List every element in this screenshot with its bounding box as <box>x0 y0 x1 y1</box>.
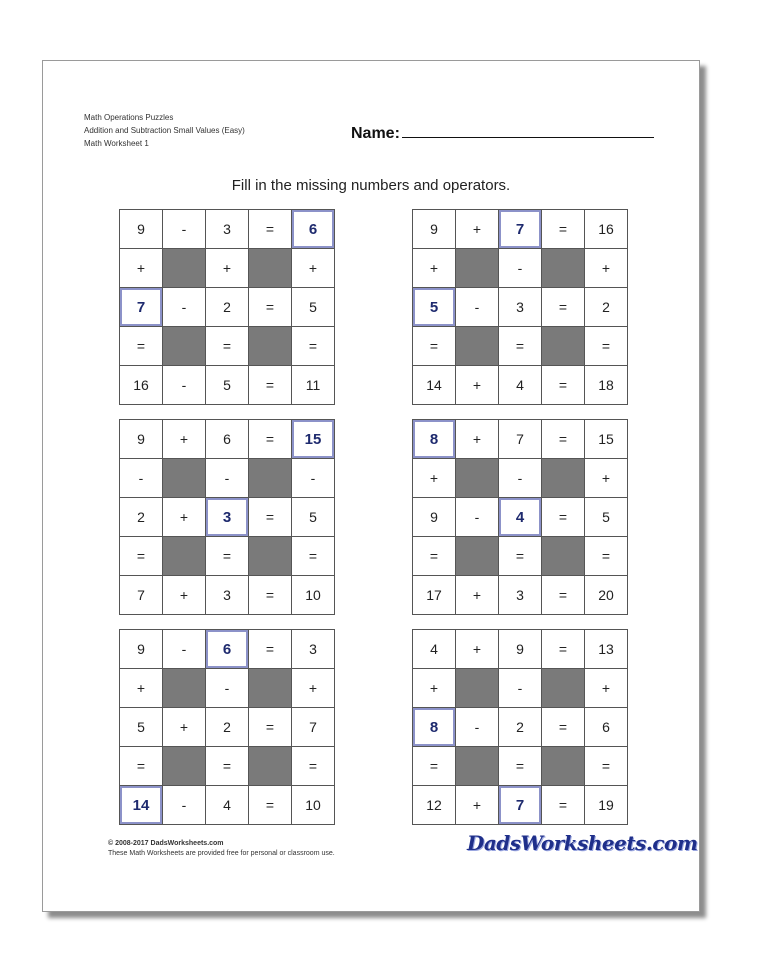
puzzle-cell: 5 <box>292 288 335 327</box>
puzzle-cell: - <box>206 459 249 498</box>
puzzle-cell: 15 <box>585 420 628 459</box>
puzzle-cell: = <box>249 576 292 615</box>
site-logo: DadsWorksheets.com <box>467 831 698 855</box>
puzzle-cell: + <box>163 498 206 537</box>
answer-cell: 7 <box>499 786 542 825</box>
puzzle-cell: 4 <box>413 630 456 669</box>
puzzle-cell: = <box>542 366 585 405</box>
puzzle-cell: = <box>206 747 249 786</box>
puzzle-row <box>413 630 628 669</box>
puzzle-cell: = <box>249 630 292 669</box>
puzzle-row <box>120 786 335 825</box>
puzzle-cell: + <box>585 669 628 708</box>
puzzle-row <box>120 327 335 366</box>
answer-cell: 8 <box>413 420 456 459</box>
answer-cell: 7 <box>499 210 542 249</box>
puzzle-cell: + <box>456 786 499 825</box>
header-title: Math Operations Puzzles <box>84 113 174 122</box>
shaded-cell <box>249 249 292 288</box>
puzzle-cell: + <box>163 420 206 459</box>
puzzle-cell: = <box>499 327 542 366</box>
instructions: Fill in the missing numbers and operators. <box>231 177 511 194</box>
puzzle-row <box>120 249 335 288</box>
puzzle-cell: - <box>456 498 499 537</box>
header-worksheet-number: Math Worksheet 1 <box>84 139 149 148</box>
puzzle-cell: 2 <box>120 498 163 537</box>
puzzle-row <box>413 708 628 747</box>
shaded-cell <box>249 459 292 498</box>
puzzle-cell: - <box>120 459 163 498</box>
answer-cell: 8 <box>413 708 456 747</box>
puzzle-cell: 16 <box>120 366 163 405</box>
puzzle-cell: + <box>163 708 206 747</box>
puzzle-row <box>120 210 335 249</box>
puzzle-cell: = <box>120 747 163 786</box>
puzzle-row <box>413 576 628 615</box>
puzzle-cell: + <box>206 249 249 288</box>
puzzle-cell: 9 <box>120 210 163 249</box>
puzzle-cell: + <box>413 669 456 708</box>
answer-cell: 14 <box>120 786 163 825</box>
answer-cell: 6 <box>206 630 249 669</box>
puzzle-cell: 13 <box>585 630 628 669</box>
puzzle-cell: 17 <box>413 576 456 615</box>
puzzle-cell: = <box>292 327 335 366</box>
puzzle-cell: + <box>413 249 456 288</box>
puzzle-cell: + <box>456 576 499 615</box>
shaded-cell <box>249 327 292 366</box>
puzzle-grid <box>119 419 335 615</box>
puzzle-cell: 4 <box>499 366 542 405</box>
shaded-cell <box>163 669 206 708</box>
puzzle-grid <box>119 209 335 405</box>
puzzle-cell: = <box>542 498 585 537</box>
puzzle-cell: - <box>292 459 335 498</box>
puzzle-cell: - <box>499 669 542 708</box>
puzzle-row <box>120 288 335 327</box>
puzzle-row <box>413 459 628 498</box>
answer-cell: 15 <box>292 420 335 459</box>
puzzle-cell: 9 <box>120 420 163 459</box>
puzzle-cell: 9 <box>413 498 456 537</box>
shaded-cell <box>456 537 499 576</box>
shaded-cell <box>456 747 499 786</box>
puzzle-cell: 7 <box>499 420 542 459</box>
puzzle-cell: + <box>456 210 499 249</box>
puzzle-cell: = <box>249 708 292 747</box>
puzzle-row <box>413 420 628 459</box>
shaded-cell <box>163 537 206 576</box>
puzzle-cell: = <box>249 498 292 537</box>
shaded-cell <box>249 669 292 708</box>
puzzle-cell: = <box>249 288 292 327</box>
puzzle-cell: 20 <box>585 576 628 615</box>
puzzle-cell: 9 <box>413 210 456 249</box>
puzzle-cell: 2 <box>585 288 628 327</box>
puzzle-row <box>413 366 628 405</box>
puzzle-cell: 5 <box>585 498 628 537</box>
puzzle-row <box>120 708 335 747</box>
puzzle-row <box>120 498 335 537</box>
shaded-cell <box>456 669 499 708</box>
puzzle-row <box>120 366 335 405</box>
puzzle-cell: 11 <box>292 366 335 405</box>
puzzle-cell: - <box>163 630 206 669</box>
puzzle-row <box>413 249 628 288</box>
puzzle-cell: = <box>413 747 456 786</box>
puzzle-cell: - <box>163 366 206 405</box>
puzzle-cell: = <box>120 537 163 576</box>
puzzle-row <box>413 747 628 786</box>
puzzle-cell: + <box>413 459 456 498</box>
shaded-cell <box>542 327 585 366</box>
answer-cell: 7 <box>120 288 163 327</box>
footer <box>108 839 335 859</box>
puzzle-cell: = <box>120 327 163 366</box>
puzzle-cell: + <box>456 366 499 405</box>
puzzle-cell: = <box>585 327 628 366</box>
puzzle-cell: - <box>499 249 542 288</box>
puzzle-cell: = <box>542 576 585 615</box>
puzzle-cell: = <box>585 537 628 576</box>
puzzle-row <box>413 288 628 327</box>
puzzle-cell: + <box>120 669 163 708</box>
puzzle-cell: 5 <box>120 708 163 747</box>
puzzle-cell: - <box>163 786 206 825</box>
puzzle-cell: 3 <box>499 576 542 615</box>
puzzle-cell: 7 <box>292 708 335 747</box>
puzzle-cell: 5 <box>206 366 249 405</box>
puzzle-row <box>120 630 335 669</box>
usage-note: These Math Worksheets are provided free for personal or classroom use. <box>108 850 335 857</box>
answer-cell: 5 <box>413 288 456 327</box>
puzzle-row <box>120 420 335 459</box>
puzzle-row <box>120 669 335 708</box>
puzzle-cell: 9 <box>120 630 163 669</box>
shaded-cell <box>163 747 206 786</box>
puzzle-cell: 6 <box>206 420 249 459</box>
puzzle-cell: = <box>249 786 292 825</box>
puzzle-row <box>413 537 628 576</box>
header-subtitle: Addition and Subtraction Small Values (Easy) <box>84 126 245 135</box>
puzzle-cell: 9 <box>499 630 542 669</box>
puzzle-cell: = <box>206 537 249 576</box>
puzzle-cell: + <box>585 249 628 288</box>
puzzle-cell: 2 <box>499 708 542 747</box>
puzzle-row <box>413 210 628 249</box>
puzzle-cell: = <box>585 747 628 786</box>
answer-cell: 3 <box>206 498 249 537</box>
puzzle-cell: - <box>163 288 206 327</box>
answer-cell: 6 <box>292 210 335 249</box>
puzzle-cell: = <box>542 288 585 327</box>
puzzle-cell: + <box>456 630 499 669</box>
name-label: Name: <box>351 125 400 142</box>
puzzle-row <box>120 747 335 786</box>
puzzle-grid <box>412 209 628 405</box>
puzzle-cell: + <box>585 459 628 498</box>
puzzle-row <box>413 498 628 537</box>
puzzle-cell: 14 <box>413 366 456 405</box>
puzzle-cell: = <box>292 537 335 576</box>
puzzle-cell: = <box>542 630 585 669</box>
puzzle-cell: = <box>542 420 585 459</box>
puzzle-cell: = <box>206 327 249 366</box>
puzzle-cell: = <box>542 708 585 747</box>
puzzle-row <box>120 576 335 615</box>
puzzle-grid <box>119 629 335 825</box>
shaded-cell <box>542 249 585 288</box>
puzzle-cell: - <box>206 669 249 708</box>
shaded-cell <box>456 249 499 288</box>
puzzle-cell: = <box>542 210 585 249</box>
puzzle-cell: 6 <box>585 708 628 747</box>
shaded-cell <box>456 459 499 498</box>
shaded-cell <box>542 459 585 498</box>
shaded-cell <box>163 459 206 498</box>
puzzle-cell: + <box>120 249 163 288</box>
puzzle-cell: = <box>249 366 292 405</box>
puzzle-grid <box>412 419 628 615</box>
shaded-cell <box>542 537 585 576</box>
puzzle-cell: + <box>456 420 499 459</box>
puzzle-cell: 7 <box>120 576 163 615</box>
puzzle-cell: + <box>292 249 335 288</box>
puzzle-cell: 18 <box>585 366 628 405</box>
puzzle-cell: = <box>413 537 456 576</box>
puzzle-cell: + <box>292 669 335 708</box>
copyright: © 2008-2017 DadsWorksheets.com <box>108 840 224 847</box>
puzzle-cell: = <box>249 210 292 249</box>
answer-cell: 4 <box>499 498 542 537</box>
puzzle-cell: 16 <box>585 210 628 249</box>
puzzle-cell: 10 <box>292 786 335 825</box>
puzzle-cell: 2 <box>206 708 249 747</box>
puzzle-cell: 10 <box>292 576 335 615</box>
shaded-cell <box>249 537 292 576</box>
name-blank-line <box>402 123 654 138</box>
puzzle-cell: 5 <box>292 498 335 537</box>
puzzle-cell: 2 <box>206 288 249 327</box>
puzzle-cell: = <box>542 786 585 825</box>
puzzle-row <box>413 327 628 366</box>
worksheet-header <box>84 111 245 150</box>
puzzle-cell: + <box>163 576 206 615</box>
puzzle-cell: = <box>413 327 456 366</box>
shaded-cell <box>163 249 206 288</box>
puzzle-row <box>413 669 628 708</box>
puzzle-row <box>413 786 628 825</box>
puzzle-cell: 3 <box>206 576 249 615</box>
shaded-cell <box>163 327 206 366</box>
shaded-cell <box>542 669 585 708</box>
puzzle-cell: = <box>249 420 292 459</box>
puzzle-cell: 12 <box>413 786 456 825</box>
name-field <box>351 123 654 143</box>
puzzle-grid <box>412 629 628 825</box>
puzzle-cell: - <box>456 288 499 327</box>
puzzle-cell: = <box>499 537 542 576</box>
shaded-cell <box>542 747 585 786</box>
puzzle-cell: - <box>163 210 206 249</box>
puzzle-cell: 3 <box>499 288 542 327</box>
puzzle-cell: 4 <box>206 786 249 825</box>
puzzle-cell: - <box>456 708 499 747</box>
puzzle-cell: - <box>499 459 542 498</box>
puzzle-cell: = <box>292 747 335 786</box>
puzzle-row <box>120 537 335 576</box>
puzzle-cell: 19 <box>585 786 628 825</box>
puzzle-cell: = <box>499 747 542 786</box>
puzzle-row <box>120 459 335 498</box>
puzzle-cell: 3 <box>206 210 249 249</box>
puzzle-cell: 3 <box>292 630 335 669</box>
shaded-cell <box>456 327 499 366</box>
shaded-cell <box>249 747 292 786</box>
worksheet-page <box>42 60 700 912</box>
